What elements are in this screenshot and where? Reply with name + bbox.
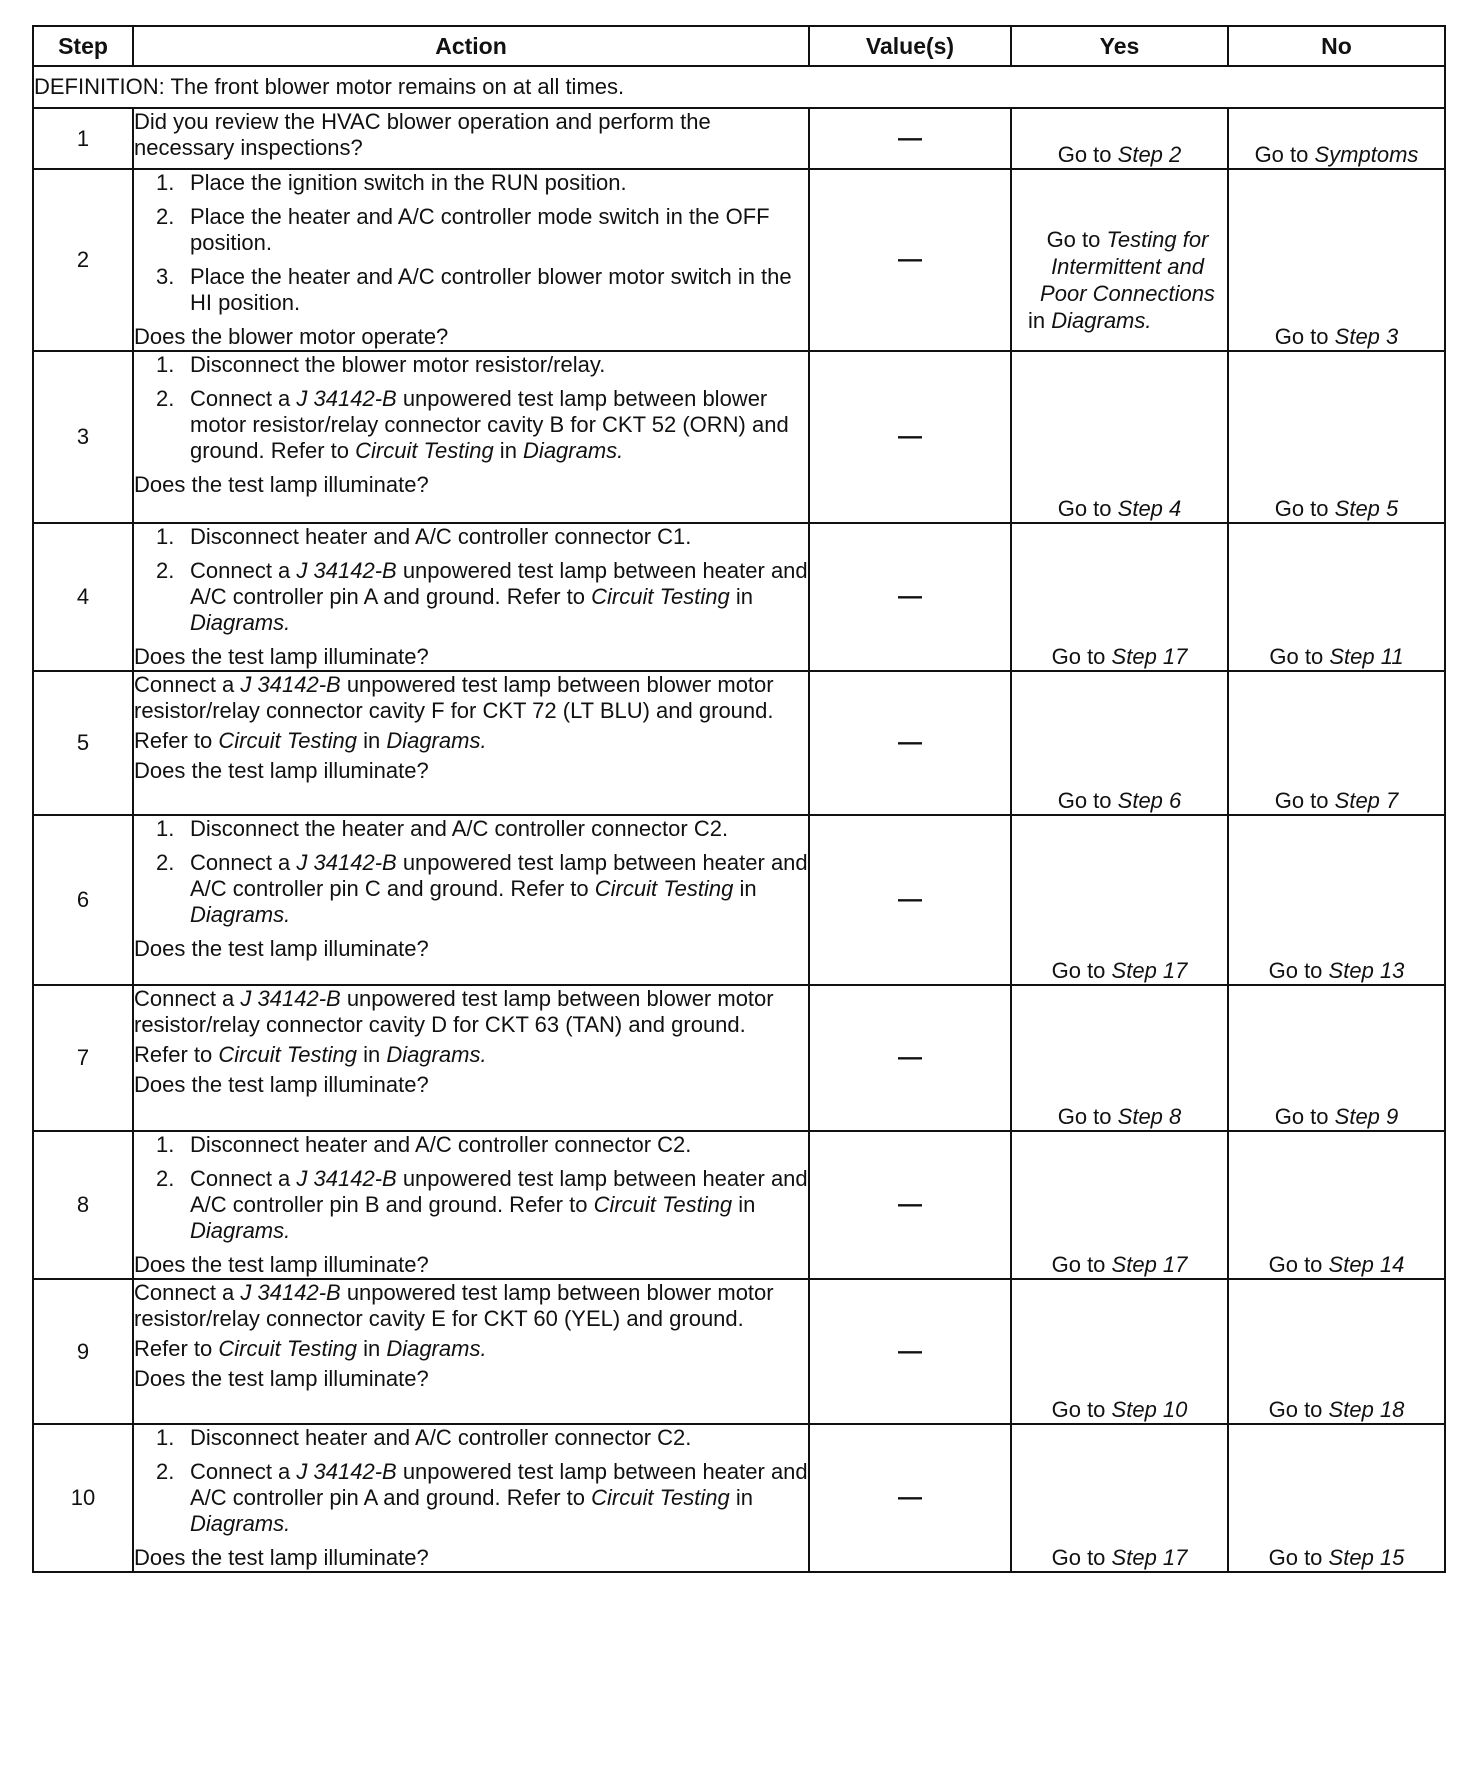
action-step-number: 1. (156, 352, 175, 377)
action-cell (133, 815, 809, 985)
header-values: Value(s) (809, 26, 1011, 66)
action-intro: Did you review the HVAC blower operation and perform the necessary inspections? (134, 109, 711, 160)
step-number: 3 (33, 351, 133, 523)
action-step-text: Connect a J 34142-B unpowered test lamp between heater and A/C controller pin C and ground. Refer to Circuit Testing in Diagrams. (190, 850, 808, 927)
header-yes: Yes (1011, 26, 1228, 66)
action-refer: Refer to Circuit Testing in Diagrams. (134, 1336, 487, 1361)
no-goto-text: Go to (1254, 142, 1309, 167)
no-target[interactable]: Step 7 (1334, 788, 1399, 813)
action-step-text: Place the ignition switch in the RUN position. (190, 170, 627, 195)
no-goto-text: Go to (1268, 1397, 1323, 1422)
action-step-item (134, 264, 808, 316)
no-goto-text: Go to (1274, 788, 1329, 813)
no-cell[interactable] (1228, 1131, 1445, 1279)
value-dash: — (809, 169, 1011, 351)
action-step-number: 1. (156, 1132, 175, 1157)
no-target[interactable]: Step 11 (1329, 644, 1404, 669)
action-step-text: Connect a J 34142-B unpowered test lamp between heater and A/C controller pin A and ground. Refer to Circuit Testing in Diagrams. (190, 558, 808, 635)
table-row (33, 985, 1445, 1131)
action-step-number: 1. (156, 816, 175, 841)
yes-goto-text: Go to (1057, 1104, 1112, 1129)
no-cell[interactable] (1228, 351, 1445, 523)
action-cell (133, 1424, 809, 1572)
action-cell (133, 351, 809, 523)
definition-row (33, 66, 1445, 108)
action-step-item (134, 1425, 808, 1451)
yes-goto-text: Go to (1057, 142, 1112, 167)
step-number: 2 (33, 169, 133, 351)
yes-suffix-in: in (1028, 308, 1046, 333)
action-question: Does the test lamp illuminate? (134, 1252, 429, 1277)
table-row (33, 1424, 1445, 1572)
yes-target[interactable]: Step 4 (1117, 496, 1182, 521)
action-step-item (134, 352, 808, 378)
definition-text: DEFINITION: The front blower motor remains on at all times. (33, 66, 1445, 108)
no-goto-text: Go to (1274, 324, 1329, 349)
yes-goto-text: Go to (1046, 227, 1101, 252)
action-cell (133, 108, 809, 169)
action-step-item (134, 170, 808, 196)
action-step-item (134, 1132, 808, 1158)
step-number: 5 (33, 671, 133, 815)
yes-cell[interactable] (1011, 1424, 1228, 1572)
action-step-item (134, 524, 808, 550)
yes-goto-text: Go to (1057, 496, 1112, 521)
header-step: Step (33, 26, 133, 66)
yes-cell[interactable] (1011, 108, 1228, 169)
action-step-text: Disconnect the heater and A/C controller connector C2. (190, 816, 729, 841)
no-goto-text: Go to (1274, 1104, 1329, 1129)
action-intro: Connect a J 34142-B unpowered test lamp between blower motor resistor/relay connector cavity E for CKT 60 (YEL) and ground. (134, 1280, 774, 1331)
no-target[interactable]: Step 18 (1328, 1397, 1405, 1422)
yes-cell[interactable] (1011, 985, 1228, 1131)
action-step-number: 2. (156, 850, 175, 875)
action-step-item (134, 386, 808, 464)
yes-cell[interactable] (1011, 351, 1228, 523)
action-question: Does the test lamp illuminate? (134, 936, 429, 961)
table-row (33, 1279, 1445, 1424)
table-row (33, 523, 1445, 671)
no-cell[interactable] (1228, 1424, 1445, 1572)
table-row (33, 671, 1445, 815)
action-step-item (134, 1459, 808, 1537)
yes-cell[interactable] (1011, 169, 1228, 351)
action-step-number: 2. (156, 1459, 175, 1484)
yes-goto-text: Go to (1051, 1545, 1106, 1570)
value-dash: — (809, 523, 1011, 671)
table-row (33, 351, 1445, 523)
action-step-item (134, 204, 808, 256)
yes-suffix-target[interactable]: Diagrams. (1051, 308, 1152, 333)
action-step-number: 2. (156, 1166, 175, 1191)
step-number: 7 (33, 985, 133, 1131)
yes-cell[interactable] (1011, 815, 1228, 985)
diagnostic-table (32, 25, 1446, 1573)
action-step-list (134, 1132, 808, 1244)
yes-goto-text: Go to (1051, 644, 1106, 669)
header-action: Action (133, 26, 809, 66)
action-cell (133, 169, 809, 351)
action-step-list (134, 352, 808, 464)
no-goto-text: Go to (1269, 644, 1324, 669)
yes-target[interactable]: Step 17 (1111, 1252, 1188, 1277)
no-goto-text: Go to (1268, 1545, 1323, 1570)
action-step-number: 2. (156, 558, 175, 583)
no-target[interactable]: Step 9 (1334, 1104, 1399, 1129)
action-cell (133, 523, 809, 671)
action-step-text: Disconnect heater and A/C controller connector C2. (190, 1425, 692, 1450)
action-step-item (134, 816, 808, 842)
action-step-number: 3. (156, 264, 175, 289)
no-cell[interactable] (1228, 985, 1445, 1131)
header-no: No (1228, 26, 1445, 66)
action-step-text: Place the heater and A/C controller mode switch in the OFF position. (190, 204, 770, 255)
action-step-item (134, 558, 808, 636)
action-step-number: 1. (156, 1425, 175, 1450)
action-step-list (134, 524, 808, 636)
yes-goto-text: Go to (1051, 1252, 1106, 1277)
yes-target[interactable]: Testing for Intermittent and Poor Connections (1040, 227, 1215, 306)
action-cell (133, 1131, 809, 1279)
step-number: 8 (33, 1131, 133, 1279)
action-cell (133, 1279, 809, 1424)
no-goto-text: Go to (1268, 1252, 1323, 1277)
action-question: Does the test lamp illuminate? (134, 1366, 429, 1391)
no-cell[interactable] (1228, 1279, 1445, 1424)
action-step-number: 2. (156, 204, 175, 229)
yes-goto-line (1028, 226, 1227, 307)
action-cell (133, 671, 809, 815)
action-question: Does the test lamp illuminate? (134, 472, 429, 497)
action-cell (133, 985, 809, 1131)
action-step-list (134, 1425, 808, 1537)
no-cell[interactable] (1228, 523, 1445, 671)
no-target[interactable]: Step 13 (1328, 958, 1405, 983)
action-step-text: Connect a J 34142-B unpowered test lamp between heater and A/C controller pin B and ground. Refer to Circuit Testing in Diagrams. (190, 1166, 808, 1243)
action-step-text: Place the heater and A/C controller blower motor switch in the HI position. (190, 264, 792, 315)
no-target[interactable]: Step 15 (1328, 1545, 1405, 1570)
action-intro: Connect a J 34142-B unpowered test lamp between blower motor resistor/relay connector cavity F for CKT 72 (LT BLU) and ground. (134, 672, 774, 723)
yes-cell[interactable] (1011, 523, 1228, 671)
action-refer: Refer to Circuit Testing in Diagrams. (134, 1042, 487, 1067)
action-step-list (134, 170, 808, 316)
value-dash: — (809, 1279, 1011, 1424)
no-cell[interactable] (1228, 169, 1445, 351)
yes-goto-text: Go to (1057, 788, 1112, 813)
value-dash: — (809, 1131, 1011, 1279)
action-question: Does the blower motor operate? (134, 324, 449, 349)
no-cell[interactable] (1228, 108, 1445, 169)
value-dash: — (809, 815, 1011, 985)
yes-suffix (1028, 307, 1227, 334)
action-question: Does the test lamp illuminate? (134, 644, 429, 669)
yes-target[interactable]: Step 17 (1111, 958, 1188, 983)
action-step-item (134, 850, 808, 928)
no-goto-text: Go to (1274, 496, 1329, 521)
action-step-text: Disconnect the blower motor resistor/relay. (190, 352, 606, 377)
yes-cell[interactable] (1011, 1131, 1228, 1279)
table-row (33, 1131, 1445, 1279)
value-dash: — (809, 1424, 1011, 1572)
no-target[interactable]: Symptoms (1314, 142, 1419, 167)
yes-cell[interactable] (1011, 671, 1228, 815)
yes-target[interactable]: Step 17 (1111, 644, 1188, 669)
no-target[interactable]: Step 14 (1328, 1252, 1405, 1277)
action-step-list (134, 816, 808, 928)
yes-cell[interactable] (1011, 1279, 1228, 1424)
action-step-text: Connect a J 34142-B unpowered test lamp between heater and A/C controller pin A and ground. Refer to Circuit Testing in Diagrams. (190, 1459, 808, 1536)
action-step-number: 1. (156, 524, 175, 549)
yes-target[interactable]: Step 2 (1117, 142, 1182, 167)
no-cell[interactable] (1228, 671, 1445, 815)
step-number: 1 (33, 108, 133, 169)
action-step-text: Connect a J 34142-B unpowered test lamp between blower motor resistor/relay connector cavity B for CKT 52 (ORN) and ground. Refer to Circuit Testing in Diagrams. (190, 386, 789, 463)
value-dash: — (809, 351, 1011, 523)
action-question: Does the test lamp illuminate? (134, 758, 429, 783)
step-number: 6 (33, 815, 133, 985)
step-number: 4 (33, 523, 133, 671)
table-header-row (33, 26, 1445, 66)
step-number: 10 (33, 1424, 133, 1572)
table-row (33, 169, 1445, 351)
table-row (33, 108, 1445, 169)
no-goto-text: Go to (1268, 958, 1323, 983)
action-intro: Connect a J 34142-B unpowered test lamp between blower motor resistor/relay connector cavity D for CKT 63 (TAN) and ground. (134, 986, 774, 1037)
no-target[interactable]: Step 3 (1334, 324, 1399, 349)
action-step-number: 1. (156, 170, 175, 195)
action-question: Does the test lamp illuminate? (134, 1072, 429, 1097)
yes-target[interactable]: Step 6 (1117, 788, 1182, 813)
action-question: Does the test lamp illuminate? (134, 1545, 429, 1570)
value-dash: — (809, 108, 1011, 169)
yes-target[interactable]: Step 8 (1117, 1104, 1182, 1129)
yes-target[interactable]: Step 17 (1111, 1545, 1188, 1570)
action-step-item (134, 1166, 808, 1244)
action-step-number: 2. (156, 386, 175, 411)
value-dash: — (809, 671, 1011, 815)
yes-target[interactable]: Step 10 (1111, 1397, 1188, 1422)
yes-goto-text: Go to (1051, 1397, 1106, 1422)
value-dash: — (809, 985, 1011, 1131)
yes-goto-text: Go to (1051, 958, 1106, 983)
no-target[interactable]: Step 5 (1334, 496, 1399, 521)
table-row (33, 815, 1445, 985)
action-step-text: Disconnect heater and A/C controller connector C2. (190, 1132, 692, 1157)
action-step-text: Disconnect heater and A/C controller connector C1. (190, 524, 692, 549)
no-cell[interactable] (1228, 815, 1445, 985)
action-refer: Refer to Circuit Testing in Diagrams. (134, 728, 487, 753)
step-number: 9 (33, 1279, 133, 1424)
